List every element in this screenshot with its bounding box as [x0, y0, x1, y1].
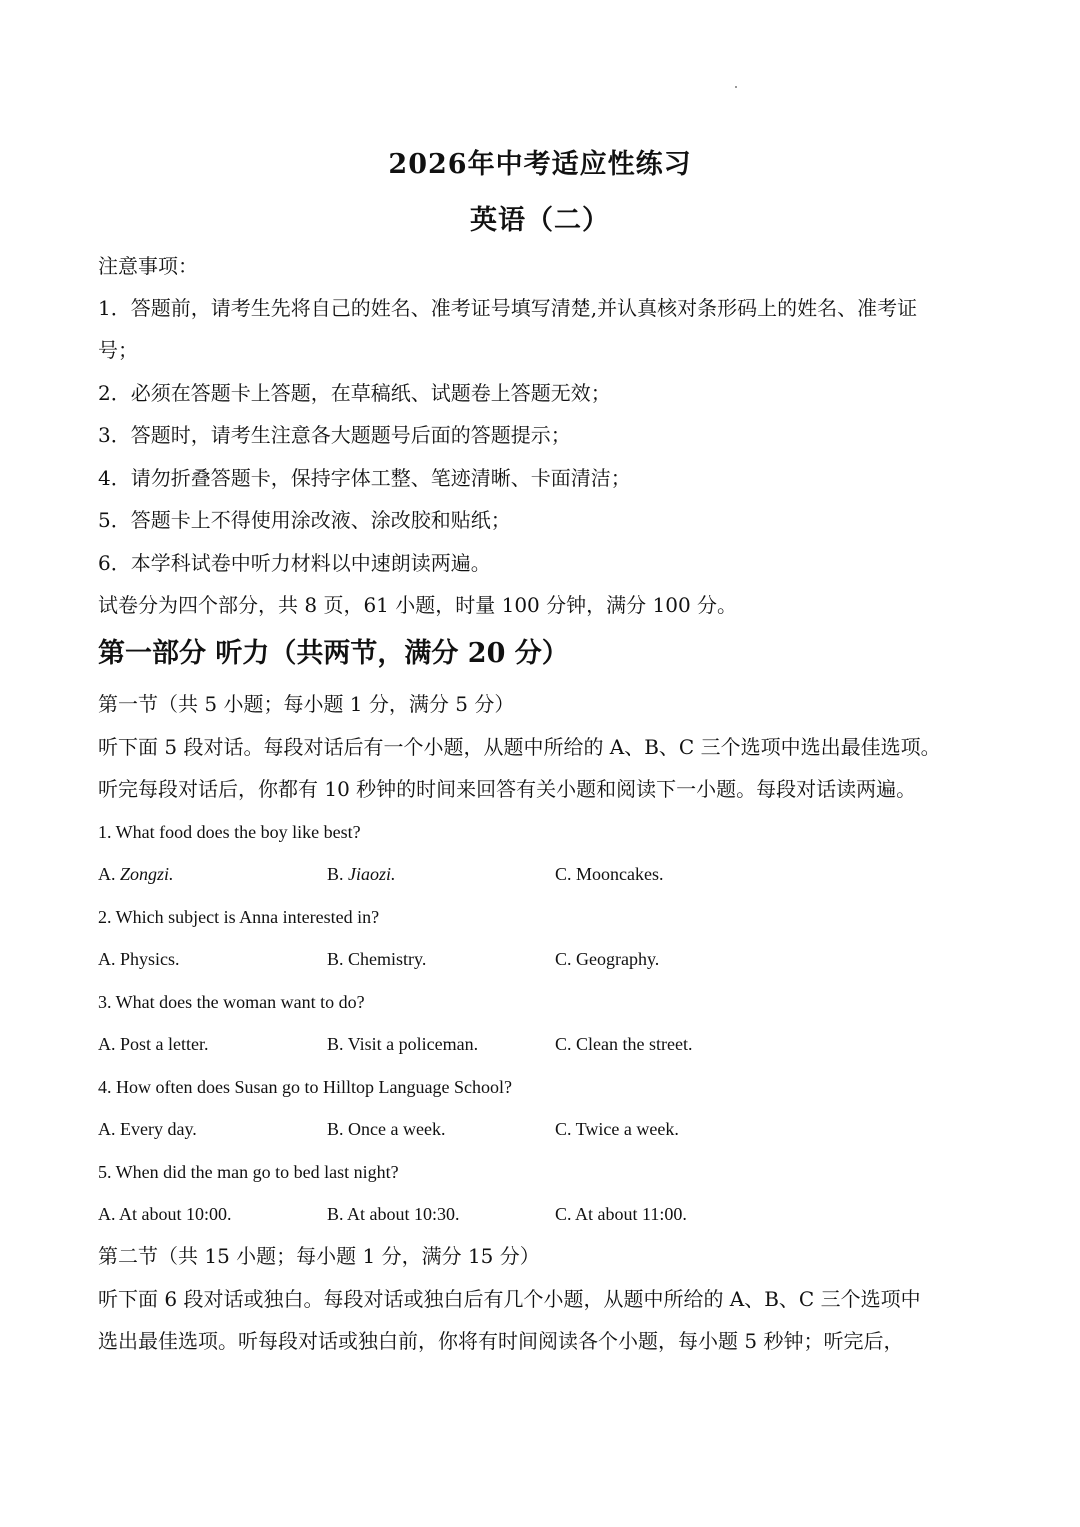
option-a: A. Zongzi. — [98, 864, 174, 884]
option-c: C. Geography. — [555, 949, 660, 969]
notice-item: 1．答题前，请考生先将自己的姓名、准考证号填写清楚,并认真核对条形码上的姓名、准考证 — [98, 296, 918, 320]
question-5: 5. When did the man go to bed last night? — [98, 1162, 399, 1182]
option-a: A. Physics. — [98, 949, 180, 969]
part1-heading: 第一部分 听力（共两节，满分 20 分） — [98, 638, 569, 669]
notice-item: 号； — [98, 338, 138, 362]
option-b: B. Chemistry. — [327, 949, 427, 969]
option-c: C. At about 11:00. — [555, 1204, 687, 1224]
section2-heading: 第二节（共 15 小题；每小题 1 分，满分 15 分） — [98, 1244, 540, 1268]
notice-item: 3．答题时，请考生注意各大题题号后面的答题提示； — [98, 423, 571, 447]
section1-instruction: 听完每段对话后，你都有 10 秒钟的时间来回答有关小题和阅读下一小题。每段对话读两遍。 — [98, 777, 917, 801]
question-1: 1. What food does the boy like best? — [98, 822, 361, 842]
question-2: 2. Which subject is Anna interested in? — [98, 907, 380, 927]
page-subtitle: 英语（二） — [470, 205, 610, 236]
section2-instruction: 选出最佳选项。听每段对话或独白前，你将有时间阅读各个小题，每小题 5 秒钟；听完后， — [98, 1329, 904, 1353]
notice-item: 5．答题卡上不得使用涂改液、涂改胶和贴纸； — [98, 508, 511, 532]
question-4: 4. How often does Susan go to Hilltop Language School? — [98, 1077, 512, 1097]
option-c: C. Clean the street. — [555, 1034, 693, 1054]
option-a: A. At about 10:00. — [98, 1204, 232, 1224]
page-title: 2026年中考适应性练习 — [388, 149, 692, 180]
option-b: B. Visit a policeman. — [327, 1034, 479, 1054]
section2-instruction: 听下面 6 段对话或独白。每段对话或独白后有几个小题，从题中所给的 A、B、C 三个选项中 — [98, 1287, 921, 1311]
section1-heading: 第一节（共 5 小题；每小题 1 分，满分 5 分） — [98, 692, 515, 716]
notice-item: 6．本学科试卷中听力材料以中速朗读两遍。 — [98, 551, 491, 575]
question-3: 3. What does the woman want to do? — [98, 992, 365, 1012]
exam-summary: 试卷分为四个部分，共 8 页，61 小题，时量 100 分钟，满分 100 分。 — [98, 593, 738, 617]
scan-speck — [735, 86, 737, 88]
option-b: B. At about 10:30. — [327, 1204, 460, 1224]
notice-item: 2．必须在答题卡上答题，在草稿纸、试题卷上答题无效； — [98, 381, 611, 405]
section1-instruction: 听下面 5 段对话。每段对话后有一个小题，从题中所给的 A、B、C 三个选项中选出最佳选项。 — [98, 735, 941, 759]
option-a: A. Post a letter. — [98, 1034, 209, 1054]
option-a: A. Every day. — [98, 1119, 197, 1139]
notice-heading: 注意事项： — [98, 254, 198, 278]
notice-item: 4．请勿折叠答题卡，保持字体工整、笔迹清晰、卡面清洁； — [98, 466, 631, 490]
option-c: C. Twice a week. — [555, 1119, 679, 1139]
option-b: B. Once a week. — [327, 1119, 446, 1139]
option-c: C. Mooncakes. — [555, 864, 664, 884]
option-b: B. Jiaozi. — [327, 864, 396, 884]
